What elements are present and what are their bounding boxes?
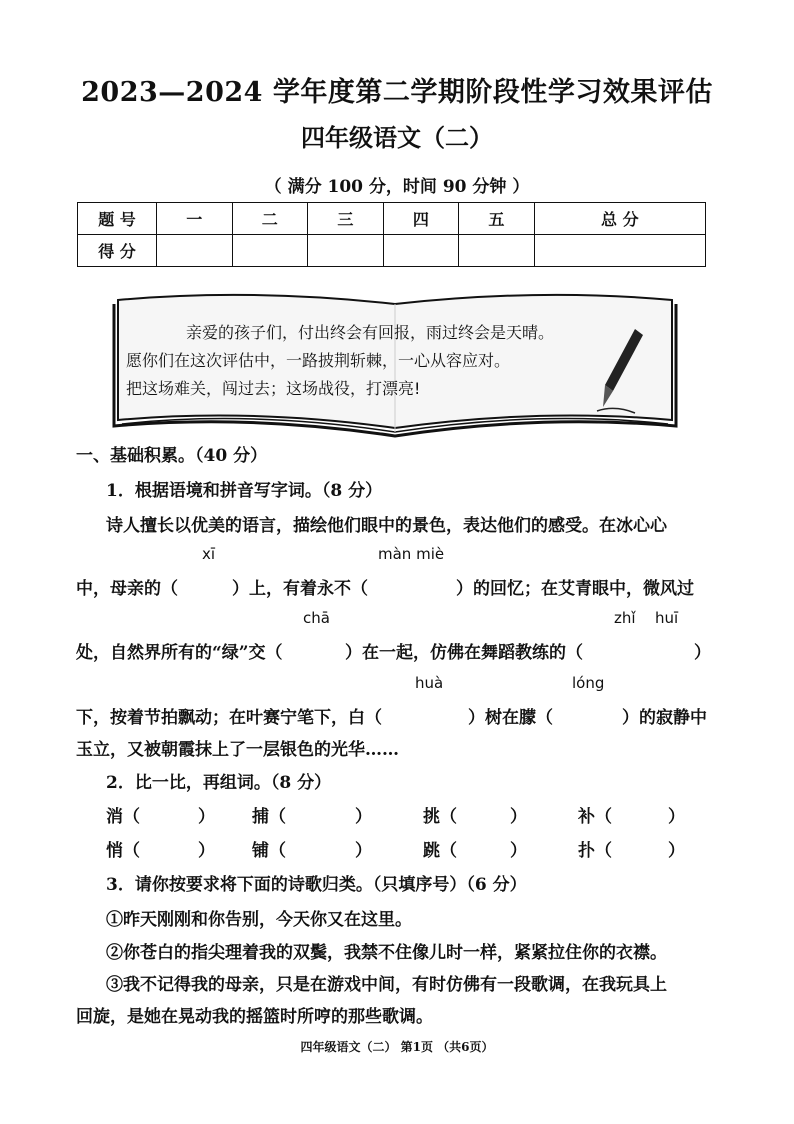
motto-line-3: 把这场难关，闯过去；这场战役，打漂亮! [126, 379, 421, 398]
score-empty-cell[interactable] [383, 235, 459, 267]
word-pair-cell: ） [355, 807, 372, 827]
score-empty-cell[interactable] [534, 235, 705, 267]
score-header-cell: 五 [459, 203, 535, 235]
q1-text-line-3c: ） [694, 643, 711, 663]
poem-item-2: ②你苍白的指尖理着我的双鬓，我禁不住像儿时一样，紧紧拉住你的衣襟。 [106, 943, 667, 963]
word-pair-cell: ） [198, 841, 215, 861]
score-header-cell: 三 [308, 203, 384, 235]
score-empty-cell[interactable] [308, 235, 384, 267]
q1-text-line-4c: ）的寂静中 [622, 708, 707, 728]
score-table [77, 202, 706, 267]
score-table-header-row [78, 203, 706, 235]
q1-text-line-3a: 处，自然界所有的“绿”交（ [76, 643, 283, 663]
score-header-cell: 二 [232, 203, 308, 235]
q1-text-line-2b: ）上，有着永不（ [232, 579, 368, 599]
score-empty-cell[interactable] [459, 235, 535, 267]
pinyin-hint: lóng [572, 674, 605, 692]
score-header-cell: 一 [157, 203, 233, 235]
score-table-score-row [78, 235, 706, 267]
score-empty-cell[interactable] [157, 235, 233, 267]
motto-line-1: 亲爱的孩子们，付出终会有回报，雨过终会是天晴。 [186, 323, 555, 342]
score-header-cell: 总 分 [534, 203, 705, 235]
poem-item-1: ①昨天刚刚和你告别，今天你又在这里。 [106, 910, 412, 930]
exam-title: 2023—2024 学年度第二学期阶段性学习效果评估 [81, 77, 713, 108]
q1-text-line-4b: ）树在朦（ [468, 708, 553, 728]
poem-item-3-line-1: ③我不记得我的母亲，只是在游戏中间，有时仿佛有一段歌调，在我玩具上 [106, 975, 667, 995]
q1-text-line-2a: 中，母亲的（ [76, 579, 178, 599]
motto-line-2: 愿你们在这次评估中，一路披荆斩棘，一心从容应对。 [126, 351, 511, 370]
question-3-title: 3．请你按要求将下面的诗歌归类。（只填序号）（6 分） [106, 875, 527, 895]
word-pair-cell: 消（ [106, 807, 140, 827]
section-heading: 一、基础积累。（40 分） [76, 446, 268, 466]
word-pair-cell: 扑（ [578, 841, 612, 861]
pinyin-hint: xī [202, 545, 216, 563]
question-1-title: 1．根据语境和拼音写字词。（8 分） [106, 481, 383, 501]
exam-info: （ 满分 100 分，时间 90 分钟 ） [264, 177, 530, 197]
q1-text-line-5: 玉立，又被朝霞抹上了一层银色的光华…… [76, 740, 399, 760]
q1-text-line-4a: 下，按着节拍飘动；在叶赛宁笔下，白（ [76, 708, 382, 728]
word-pair-cell: ） [668, 807, 685, 827]
pinyin-hint: zhǐ [614, 609, 636, 627]
exam-subtitle: 四年级语文（二） [301, 123, 493, 152]
word-pair-cell: 捕（ [252, 807, 286, 827]
word-pair-cell: 跳（ [423, 841, 457, 861]
word-pair-cell: 悄（ [106, 841, 140, 861]
page-footer: 四年级语文（二） 第1页 （共6页） [300, 1040, 494, 1054]
pinyin-hint: huà [415, 674, 444, 692]
fountain-pen-icon [595, 325, 645, 415]
question-2-title: 2．比一比，再组词。（8 分） [106, 773, 332, 793]
q1-text-line-3b: ）在一起，仿佛在舞蹈教练的（ [345, 643, 583, 663]
pinyin-hint: màn miè [378, 545, 445, 563]
word-pair-cell: ） [510, 807, 527, 827]
word-pair-cell: 铺（ [252, 841, 286, 861]
word-pair-cell: ） [668, 841, 685, 861]
pinyin-hint: chā [303, 609, 330, 627]
pinyin-hint: huī [655, 609, 679, 627]
word-pair-cell: ） [198, 807, 215, 827]
poem-item-3-line-2: 回旋，是她在晃动我的摇篮时所哼的那些歌调。 [76, 1007, 433, 1027]
word-pair-cell: ） [355, 841, 372, 861]
score-header-cell: 四 [383, 203, 459, 235]
q1-text-line-2c: ）的回忆；在艾青眼中，微风过 [456, 579, 694, 599]
score-empty-cell[interactable] [232, 235, 308, 267]
score-label-cell: 得 分 [78, 235, 157, 267]
word-pair-cell: 挑（ [423, 807, 457, 827]
word-pair-cell: ） [510, 841, 527, 861]
q1-text-line-1: 诗人擅长以优美的语言，描绘他们眼中的景色，表达他们的感受。在冰心心 [106, 516, 667, 536]
score-header-cell: 题 号 [78, 203, 157, 235]
word-pair-cell: 补（ [578, 807, 612, 827]
